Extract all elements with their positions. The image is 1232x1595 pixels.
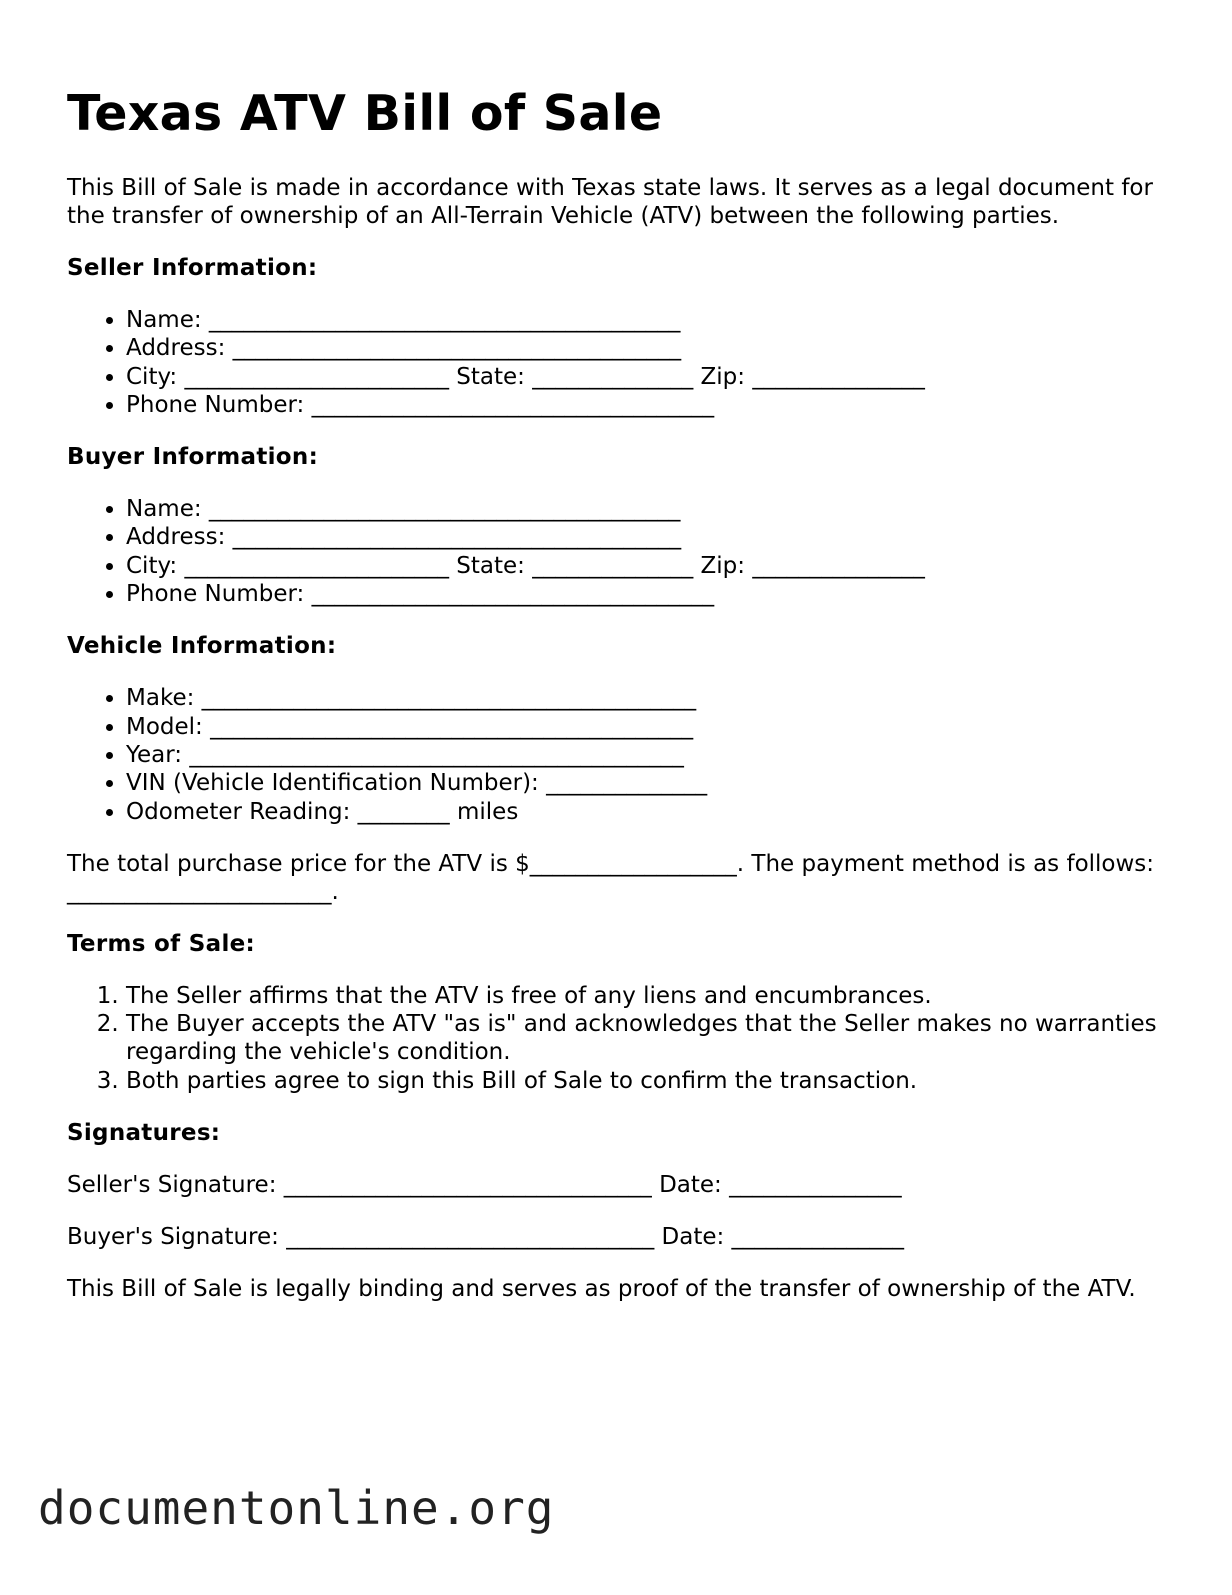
buyer-phone-item: • Phone Number: ___________________________________ [126,580,1177,608]
seller-city-item: • City: _______________________ State: ______________ Zip: _______________ [126,363,1177,391]
buyer-city-item: • City: _______________________ State: ______________ Zip: _______________ [126,552,1177,580]
terms-item: 1. The Seller affirms that the ATV is free of any liens and encumbrances. [126,982,1177,1010]
vehicle-model-item: • Model: __________________________________________ [126,713,1177,741]
document-title: Texas ATV Bill of Sale [67,85,663,142]
seller-list [67,306,1177,419]
intro-paragraph: This Bill of Sale is made in accordance with Texas state laws. It serves as a legal document for the transfer of ownership of an All-Terrain Vehicle (ATV) between the following parties. [67,175,1153,229]
vehicle-vin-item: • VIN (Vehicle Identification Number): ______________ [126,769,1177,797]
watermark-text: documentonline.org [38,1481,555,1535]
seller-signature-line: Seller's Signature: ________________________________ Date: _______________ [67,1172,902,1199]
signatures-heading: Signatures: [67,1120,221,1147]
vehicle-make-item: • Make: ___________________________________________ [126,684,1177,712]
price-paragraph: The total purchase price for the ATV is $__________________. The payment method is as follows: _______________________. [67,850,1155,905]
closing-paragraph: This Bill of Sale is legally binding and serves as proof of the transfer of ownership of the ATV. [67,1276,1136,1303]
vehicle-year-item: • Year: ___________________________________________ [126,741,1177,769]
buyer-list [67,495,1177,608]
terms-item: 3. Both parties agree to sign this Bill of Sale to confirm the transaction. [126,1067,1177,1095]
seller-address-item: • Address: _______________________________________ [126,334,1177,362]
buyer-name-item: • Name: _________________________________________ [126,495,1177,523]
buyer-heading: Buyer Information: [67,444,319,471]
seller-phone-item: • Phone Number: ___________________________________ [126,391,1177,419]
seller-heading: Seller Information: [67,255,318,281]
vehicle-list [67,684,1177,825]
terms-list [67,982,1177,1095]
buyer-address-item: • Address: _______________________________________ [126,523,1177,551]
terms-item: 2. The Buyer accepts the ATV "as is" and acknowledges that the Seller makes no warranties regarding the vehicle's condition. [126,1010,1177,1067]
vehicle-odometer-item: • Odometer Reading: ________ miles [126,798,1177,826]
terms-heading: Terms of Sale: [67,930,256,957]
buyer-signature-line: Buyer's Signature: ________________________________ Date: _______________ [67,1224,905,1251]
document-page [67,78,1177,1303]
seller-name-item: • Name: _________________________________________ [126,306,1177,334]
vehicle-heading: Vehicle Information: [67,633,337,660]
